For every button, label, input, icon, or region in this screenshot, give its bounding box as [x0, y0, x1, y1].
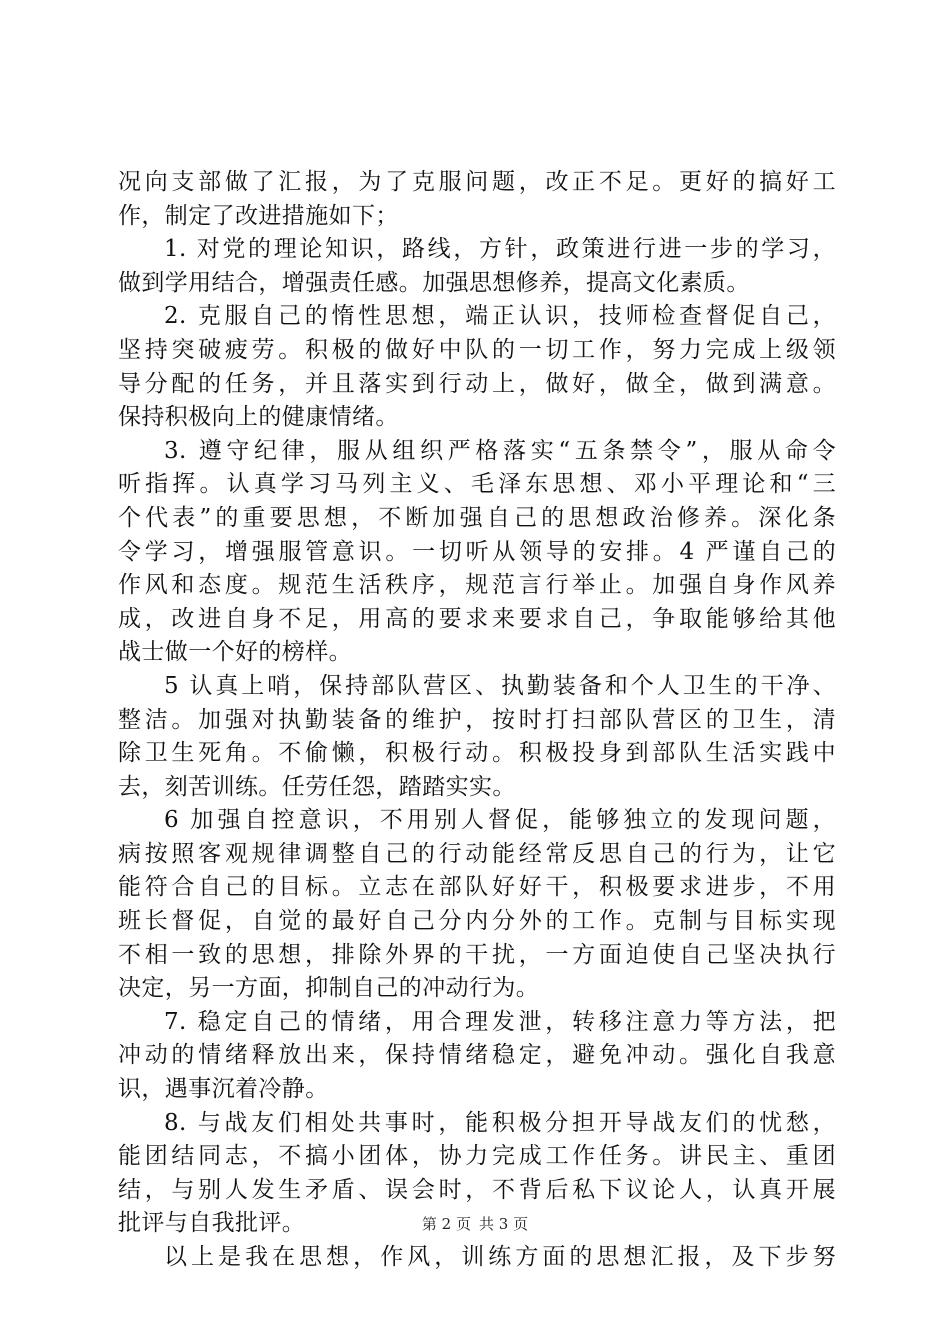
text-line: 2. 克服自己的惰性思想，端正认识，技师检查督促自己，	[164, 303, 836, 330]
text-line: 决定，另一方面，抑制自己的冲动行为。	[118, 975, 540, 1002]
page-footer	[0, 1214, 950, 1234]
page-total: 共 3 页	[479, 1215, 529, 1233]
text-line: 战士做一个好的榜样。	[118, 639, 352, 666]
page-number: 第 2 页	[421, 1215, 471, 1233]
text-line: 7. 稳定自己的情绪，用合理发泄，转移注意力等方法，把	[164, 1008, 836, 1035]
text-line: 冲动的情绪释放出来，保持情绪稳定，避免冲动。强化自我意	[118, 1042, 836, 1069]
document-body	[118, 166, 836, 1275]
text-line: 作，制定了改进措施如下；	[118, 202, 399, 229]
text-line: 个代表”的重要思想，不断加强自己的思想政治修养。深化条	[118, 504, 836, 531]
text-line: 病按照客观规律调整自己的行动能经常反思自己的行为，让它	[118, 840, 836, 867]
text-line: 作风和态度。规范生活秩序，规范言行举止。加强自身作风养	[118, 572, 836, 599]
text-line: 班长督促，自觉的最好自己分内分外的工作。克制与目标实现	[118, 908, 836, 935]
text-line: 识，遇事沉着冷静。	[118, 1076, 329, 1103]
text-line: 去，刻苦训练。任劳任怨，踏踏实实。	[118, 773, 516, 800]
text-line: 1. 对党的理论知识，路线，方针，政策进行进一步的学习，	[164, 236, 836, 263]
text-line: 结，与别人发生矛盾、误会时，不背后私下议论人，认真开展	[118, 1176, 836, 1203]
text-line: 况向支部做了汇报，为了克服问题，改正不足。更好的搞好工	[118, 169, 836, 195]
text-line: 能团结同志，不搞小团体，协力完成工作任务。讲民主、重团	[118, 1143, 836, 1170]
text-line: 保持积极向上的健康情绪。	[118, 404, 399, 431]
text-line: 8. 与战友们相处共事时，能积极分担开导战友们的忧愁，	[164, 1109, 836, 1136]
text-line: 5 认真上哨，保持部队营区、执勤装备和个人卫生的干净、	[164, 672, 836, 699]
text-line: 导分配的任务，并且落实到行动上，做好，做全，做到满意。	[118, 370, 836, 397]
text-line: 成，改进自身不足，用高的要求来要求自己，争取能够给其他	[118, 605, 836, 632]
text-line: 能符合自己的目标。立志在部队好好干，积极要求进步，不用	[118, 874, 836, 901]
text-line: 听指挥。认真学习马列主义、毛泽东思想、邓小平理论和“三	[118, 471, 836, 498]
text-line: 批评与自我批评。	[118, 1210, 306, 1237]
text-line: 坚持突破疲劳。积极的做好中队的一切工作，努力完成上级领	[118, 336, 836, 363]
text-line: 整洁。加强对执勤装备的维护，按时打扫部队营区的卫生，清	[118, 706, 836, 733]
text-line: 令学习，增强服管意识。一切听从领导的安排。4 严谨自己的	[118, 538, 836, 565]
text-line: 不相一致的思想，排除外界的干扰，一方面迫使自己坚决执行	[118, 941, 836, 968]
text-line: 以上是我在思想，作风，训练方面的思想汇报，及下步努	[164, 1244, 836, 1270]
text-line: 做到学用结合，增强责任感。加强思想修养，提高文化素质。	[118, 269, 750, 296]
text-line: 除卫生死角。不偷懒，积极行动。积极投身到部队生活实践中	[118, 740, 836, 767]
text-line: 6 加强自控意识，不用别人督促，能够独立的发现问题，	[164, 807, 836, 834]
text-line: 3. 遵守纪律，服从组织严格落实“五条禁令”，服从命令	[164, 437, 836, 464]
